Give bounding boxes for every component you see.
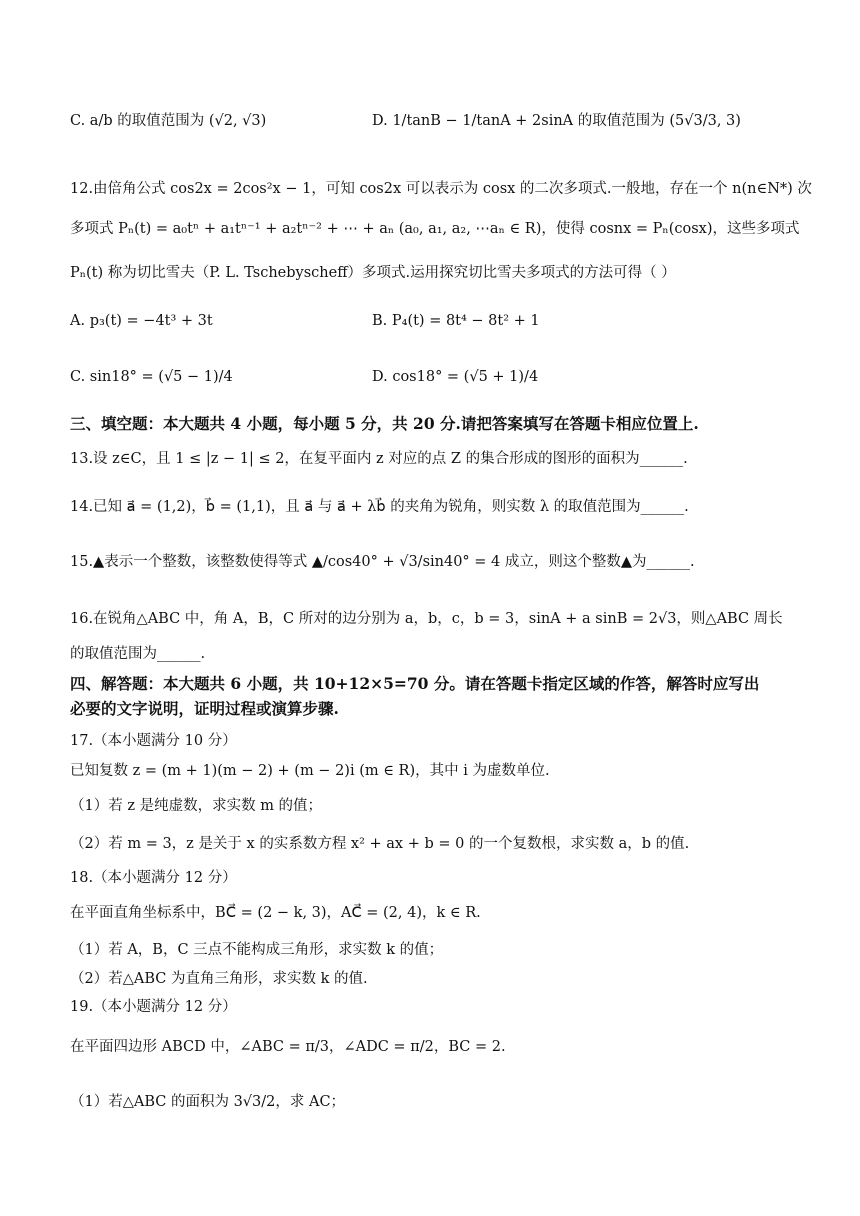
q12-stem-line2: 多项式 Pₙ(t) = a₀tⁿ + a₁tⁿ⁻¹ + a₂tⁿ⁻² + ⋯ + aₙ (a₀, a₁, a₂, ⋯aₙ ∈ R)，使得 cosnx = Pₙ(cosx)，这些多项式 (70, 221, 800, 237)
q15: 15.▲表示一个整数，该整数使得等式 ▲/cos40° + √3/sin40° = 4 成立，则这个整数▲为______. (70, 554, 695, 570)
section-3-heading: 三、填空题：本大题共 4 小题，每小题 5 分，共 20 分.请把答案填写在答题卡相应位置上. (70, 414, 699, 433)
section-4-heading-line2: 必要的文字说明，证明过程或演算步骤. (70, 699, 339, 718)
q12-option-a: A. p₃(t) = −4t³ + 3t (70, 313, 213, 329)
q12-stem-line3: Pₙ(t) 称为切比雪夫（P. L. Tschebyscheff）多项式.运用探究切比雪夫多项式的方法可得（ ） (70, 265, 676, 281)
q14: 14.已知 a⃗ = (1,2)，b⃗ = (1,1)，且 a⃗ 与 a⃗ + λb⃗ 的夹角为锐角，则实数 λ 的取值范围为______. (70, 499, 689, 515)
q19-header: 19.（本小题满分 12 分） (70, 999, 237, 1015)
q17-part2: （2）若 m = 3，z 是关于 x 的实系数方程 x² + ax + b = 0 的一个复数根，求实数 a，b 的值. (70, 836, 690, 852)
q12-option-b: B. P₄(t) = 8t⁴ − 8t² + 1 (372, 313, 540, 329)
q19-part1: （1）若△ABC 的面积为 3√3/2，求 AC； (70, 1094, 346, 1110)
q12-option-d: D. cos18° = (√5 + 1)/4 (372, 369, 539, 385)
q18-stem: 在平面直角坐标系中，BC⃗ = (2 − k, 3)，AC⃗ = (2, 4)，k ∈ R. (70, 905, 481, 921)
q16-line1: 16.在锐角△ABC 中，角 A，B，C 所对的边分别为 a，b，c，b = 3，sinA + a sinB = 2√3，则△ABC 周长 (70, 611, 783, 627)
q17-part1: （1）若 z 是纯虚数，求实数 m 的值； (70, 798, 323, 814)
q18-header: 18.（本小题满分 12 分） (70, 870, 237, 886)
q19-stem: 在平面四边形 ABCD 中，∠ABC = π/3，∠ADC = π/2，BC = 2. (70, 1039, 506, 1055)
q12-stem-line1: 12.由倍角公式 cos2x = 2cos²x − 1，可知 cos2x 可以表示为 cosx 的二次多项式.一般地，存在一个 n(n∈N*) 次 (70, 181, 812, 197)
q17-header: 17.（本小题满分 10 分） (70, 733, 237, 749)
q17-stem: 已知复数 z = (m + 1)(m − 2) + (m − 2)i (m ∈ R)，其中 i 为虚数单位. (70, 763, 550, 779)
q12-option-c: C. sin18° = (√5 − 1)/4 (70, 369, 233, 385)
q18-part2: （2）若△ABC 为直角三角形，求实数 k 的值. (70, 971, 368, 987)
q16-line2: 的取值范围为______. (70, 646, 206, 662)
q11-option-c: C. a/b 的取值范围为 (√2, √3) (70, 113, 267, 129)
section-4-heading-line1: 四、解答题：本大题共 6 小题，共 10+12×5=70 分。请在答题卡指定区域的作答，解答时应写出 (70, 674, 760, 693)
q18-part1: （1）若 A，B，C 三点不能构成三角形，求实数 k 的值； (70, 942, 444, 958)
q11-option-d: D. 1/tanB − 1/tanA + 2sinA 的取值范围为 (5√3/3, 3) (372, 113, 741, 129)
q13: 13.设 z∈C，且 1 ≤ |z − 1| ≤ 2，在复平面内 z 对应的点 Z 的集合形成的图形的面积为______. (70, 451, 688, 467)
